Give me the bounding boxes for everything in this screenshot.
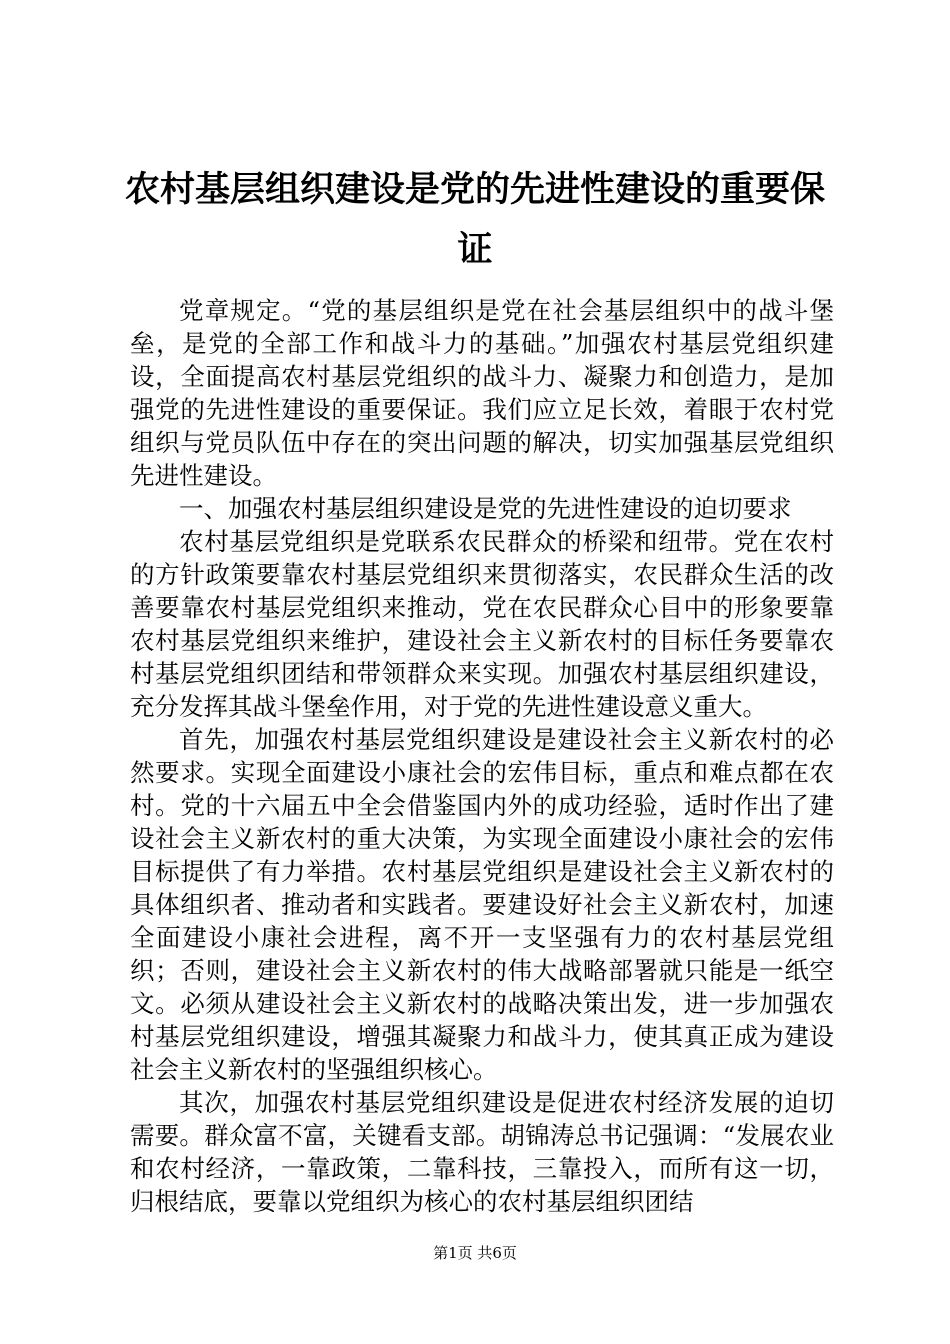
document-body [130,294,834,1218]
section-heading-1: 一、加强农村基层组织建设是党的先进性建设的迫切要求 [179,494,792,523]
document-title: 农村基层组织建设是党的先进性建设的重要保证 [124,169,825,270]
paragraph-bridge: 农村基层党组织是党联系农民群众的桥梁和纽带。党在农村的方针政策要靠农村基层党组织来贯彻落实，农民群众生活的改善要靠农村基层党组织来推动，党在农民群众心目中的形象要靠农村基层党组织来维护，建设社会主义新农村的目标任务要靠农村基层党组织团结和带领群众来实现。加强农村基层组织建设，充分发挥其战斗堡垒作用，对于党的先进性建设意义重大。 [130,527,834,721]
paragraph-second: 其次，加强农村基层党组织建设是促进农村经济发展的迫切需要。群众富不富，关键看支部。胡锦涛总书记强调：“发展农业和农村经济，一靠政策，二靠科技，三靠投入，而所有这一切，归根结底，要靠以党组织为核心的农村基层组织团结 [130,1088,834,1216]
paragraph-intro: 党章规定。“党的基层组织是党在社会基层组织中的战斗堡垒，是党的全部工作和战斗力的基础。”加强农村基层党组织建设，全面提高农村基层党组织的战斗力、凝聚力和创造力，是加强党的先进性建设的重要保证。我们应立足长效，着眼于农村党组织与党员队伍中存在的突出问题的解决，切实加强基层党组织先进性建设。 [130,296,834,490]
page-footer: 第1页 共6页 [433,1244,517,1262]
paragraph-first: 首先，加强农村基层党组织建设是建设社会主义新农村的必然要求。实现全面建设小康社会的宏伟目标，重点和难点都在农村。党的十六届五中全会借鉴国内外的成功经验，适时作出了建设社会主义新农村的重大决策，为实现全面建设小康社会的宏伟目标提供了有力举措。农村基层党组织是建设社会主义新农村的具体组织者、推动者和实践者。要建设好社会主义新农村，加速全面建设小康社会进程，离不开一支坚强有力的农村基层党组织；否则，建设社会主义新农村的伟大战略部署就只能是一纸空文。必须从建设社会主义新农村的战略决策出发，进一步加强农村基层党组织建设，增强其凝聚力和战斗力，使其真正成为建设社会主义新农村的坚强组织核心。 [130,725,834,1084]
